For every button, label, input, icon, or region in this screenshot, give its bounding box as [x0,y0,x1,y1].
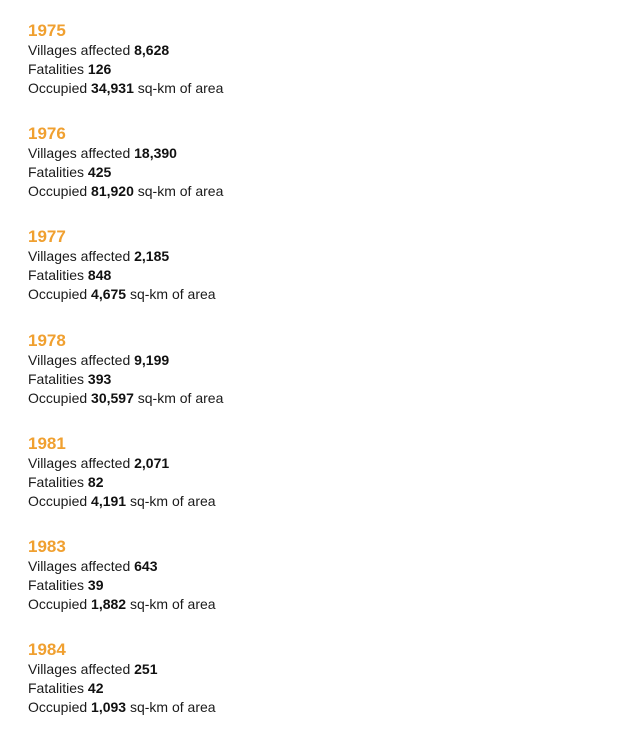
fatalities-value: 425 [87,164,112,181]
year-entry-1975 [28,20,608,123]
villages-affected-value: 2,071 [134,454,170,471]
fatalities-value: 848 [87,267,112,284]
villages-affected-label: Villages affected [28,351,135,368]
year-heading: 1976 [28,124,66,144]
occupied-label: Occupied [28,699,92,716]
fatalities-value: 393 [87,370,112,387]
occupied-label: Occupied [28,492,92,509]
occupied-area-line [28,79,608,98]
fatalities-line [28,60,608,79]
year-heading: 1978 [28,330,66,350]
villages-affected-line [28,247,608,266]
occupied-area-value: 30,597 [91,389,134,406]
occupied-area-line [28,492,608,511]
fatalities-line [28,163,608,182]
villages-affected-line [28,454,608,473]
villages-affected-value: 18,390 [134,145,177,162]
fatalities-label: Fatalities [28,473,88,490]
fatalities-label: Fatalities [28,576,88,593]
villages-affected-line [28,41,608,60]
villages-affected-label: Villages affected [28,145,135,162]
villages-affected-value: 8,628 [134,42,170,58]
year-entry-1976 [28,123,608,226]
villages-affected-line [28,144,608,163]
statistics-list [28,20,608,742]
occupied-label: Occupied [28,389,92,406]
villages-affected-value: 251 [134,661,158,678]
villages-affected-value: 2,185 [134,248,170,265]
year-heading: 1977 [28,227,66,247]
fatalities-line [28,679,608,698]
area-unit-label: sq-km of area [126,595,216,612]
occupied-area-value: 4,191 [91,492,127,509]
fatalities-label: Fatalities [28,370,88,387]
area-unit-label: sq-km of area [133,80,224,96]
occupied-area-line [28,389,608,408]
villages-affected-line [28,660,608,679]
year-heading: 1975 [28,21,66,40]
villages-affected-value: 9,199 [134,351,170,368]
year-heading: 1983 [28,536,66,556]
area-unit-label: sq-km of area [126,699,216,716]
occupied-label: Occupied [28,183,92,200]
year-heading: 1981 [28,433,66,453]
fatalities-label: Fatalities [28,267,88,284]
occupied-label: Occupied [28,595,92,612]
occupied-area-line [28,182,608,201]
fatalities-line [28,473,608,492]
year-entry-1977 [28,226,608,329]
fatalities-label: Fatalities [28,61,88,77]
year-entry-1984 [28,639,608,742]
fatalities-label: Fatalities [28,680,88,697]
fatalities-label: Fatalities [28,164,88,181]
occupied-area-line [28,595,608,614]
occupied-label: Occupied [28,80,92,96]
year-heading: 1984 [28,640,66,660]
year-entry-1983 [28,536,608,639]
fatalities-line [28,370,608,389]
fatalities-value: 39 [87,576,104,593]
villages-affected-value: 643 [134,557,158,574]
fatalities-value: 42 [87,680,104,697]
villages-affected-label: Villages affected [28,557,135,574]
occupied-label: Occupied [28,286,92,303]
fatalities-value: 126 [87,61,112,77]
fatalities-line [28,576,608,595]
area-unit-label: sq-km of area [133,389,224,406]
occupied-area-line [28,285,608,304]
villages-affected-label: Villages affected [28,661,135,678]
occupied-area-value: 1,882 [91,595,127,612]
area-unit-label: sq-km of area [126,492,216,509]
villages-affected-label: Villages affected [28,248,135,265]
year-entry-1981 [28,433,608,536]
fatalities-line [28,266,608,285]
occupied-area-value: 1,093 [91,699,127,716]
area-unit-label: sq-km of area [133,183,224,200]
villages-affected-line [28,557,608,576]
villages-affected-line [28,351,608,370]
villages-affected-label: Villages affected [28,42,135,58]
occupied-area-value: 34,931 [91,80,134,96]
villages-affected-label: Villages affected [28,454,135,471]
area-unit-label: sq-km of area [126,286,216,303]
occupied-area-value: 81,920 [91,183,134,200]
occupied-area-value: 4,675 [91,286,127,303]
year-entry-1978 [28,330,608,433]
fatalities-value: 82 [87,473,104,490]
occupied-area-line [28,698,608,717]
